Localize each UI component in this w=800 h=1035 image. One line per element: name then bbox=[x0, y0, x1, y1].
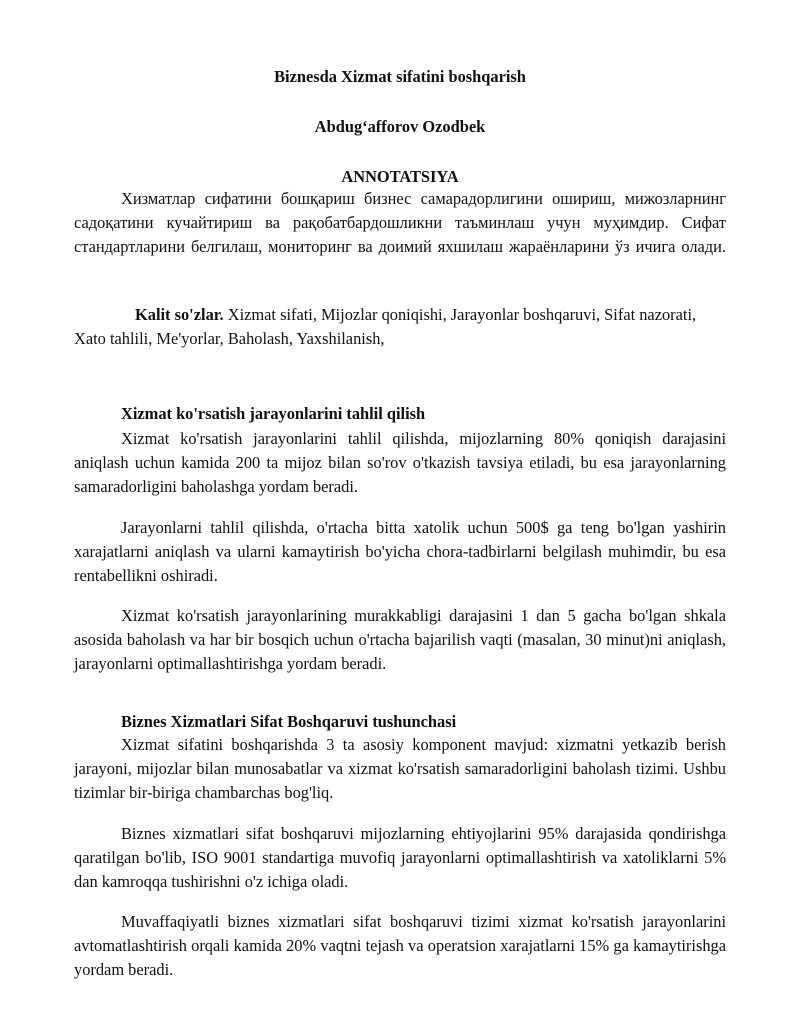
document-author: Abdug‘afforov Ozodbek bbox=[314, 117, 486, 136]
section-heading-quality-concept: Biznes Xizmatlari Sifat Boshqaruvi tushunchasi bbox=[121, 712, 457, 731]
keywords-paragraph bbox=[74, 303, 726, 351]
section1-paragraph-3: Xizmat ko'rsatish jarayonlarining murakkabligi darajasini 1 dan 5 gacha bo'lgan shkala asosida baholash va har bir bosqich uchun o'rtacha bajarilish vaqti (masalan, 30 minut)ni aniqlash, jarayonlarni optimallashtirishga yordam beradi. bbox=[74, 606, 726, 673]
section2-paragraph-1: Xizmat sifatini boshqarishda 3 ta asosiy komponent mavjud: xizmatni yetkazib berish jarayoni, mijozlar bilan munosabatlar va xizmat ko'rsatish samaradorligini baholash tizimi. Ushbu tizimlar bir-biriga chambarchas bog'liq. bbox=[74, 735, 726, 802]
document-title: Biznesda Xizmat sifatini boshqarish bbox=[274, 67, 526, 86]
section2-paragraph-3: Muvaffaqiyatli biznes xizmatlari sifat boshqaruvi tizimi xizmat ko'rsatish jarayonlarini avtomatlashtirish orqali kamida 20% vaqtni tejash va operatsion xarajatlarni 15% ga kamaytirishga yordam beradi. bbox=[74, 912, 726, 979]
annotation-paragraph: Хизматлар сифатини бошқариш бизнес самарадорлигини ошириш, мижозларнинг садоқатини кучайтириш ва рақобатбардошликни таъминлаш учун муҳимдир. Сифат стандартларини белгилаш, мониторинг ва доимий яхшилаш жараёнларини ўз ичига олади. bbox=[74, 189, 726, 256]
keywords-text: Xizmat sifati, Mijozlar qoniqishi, Jarayonlar boshqaruvi, Sifat nazorati, Xato tahlili, Me'yorlar, Baholash, Yaxshilanish, bbox=[74, 305, 697, 348]
keywords-label: Kalit so'zlar. bbox=[135, 305, 224, 324]
section2-paragraph-2: Biznes xizmatlari sifat boshqaruvi mijozlarning ehtiyojlarini 95% darajasida qondirishga qaratilgan bo'lib, ISO 9001 standartiga muvofiq jarayonlarni optimallashtirish va xatoliklarni 5% dan kamroqqa tushirishni o'z ichiga oladi. bbox=[74, 824, 726, 891]
annotation-heading: ANNOTATSIYA bbox=[341, 167, 459, 186]
section1-paragraph-2: Jarayonlarni tahlil qilishda, o'rtacha bitta xatolik uchun 500$ ga teng bo'lgan yashirin xarajatlarni aniqlash va ularni kamaytirish bo'yicha chora-tadbirlarni belgilash muhimdir, bu esa rentabellikni oshiradi. bbox=[74, 518, 726, 585]
section1-paragraph-1: Xizmat ko'rsatish jarayonlarini tahlil qilishda, mijozlarning 80% qoniqish darajasini aniqlash uchun kamida 200 ta mijoz bilan so'rov o'tkazish tavsiya etiladi, bu esa jarayonlarning samaradorligini baholashga yordam beradi. bbox=[74, 429, 726, 496]
section-heading-process-analysis: Xizmat ko'rsatish jarayonlarini tahlil qilish bbox=[121, 404, 426, 423]
